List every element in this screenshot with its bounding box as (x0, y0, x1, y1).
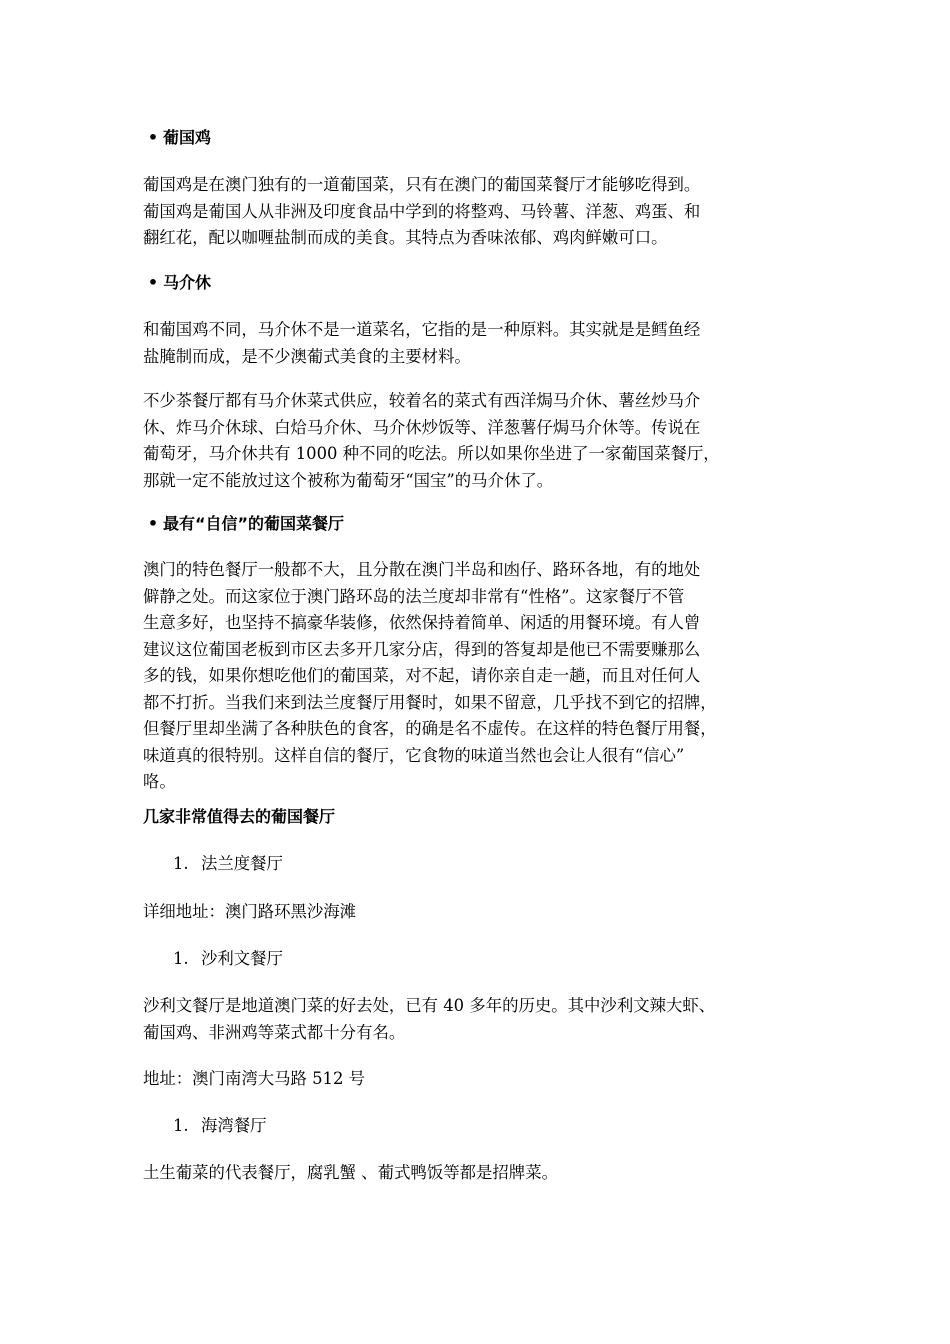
section-heading-portuguese-chicken (143, 125, 211, 151)
list-item-fernando (173, 851, 283, 877)
text-line: 沙利文餐厅是地道澳门菜的好去处，已有 40 多年的历史。其中沙利文辣大虾、 (143, 996, 716, 1015)
text-line: 葡国鸡是葡国人从非洲及印度食品中学到的将整鸡、马铃薯、洋葱、鸡蛋、和 (143, 201, 701, 221)
list-label: 法兰度餐厅 (201, 854, 283, 873)
paragraph-fernando-address (143, 899, 808, 926)
section-heading-recommended (143, 804, 335, 830)
paragraph-solmar-address (143, 1066, 808, 1093)
list-number: 1. (173, 949, 189, 968)
text-line: 葡国鸡是在澳门独有的一道葡国菜，只有在澳门的葡国菜餐厅才能够吃得到。 (143, 175, 701, 194)
text-line: 僻静之处。而这家位于澳门路环岛的法兰度却非常有“性格”。这家餐厅不管 (143, 586, 685, 606)
text-line: 详细地址：澳门路环黑沙海滩 (143, 902, 357, 921)
list-number: 1. (173, 854, 189, 873)
text-line: 多的钱，如果你想吃他们的葡国菜，对不起，请你亲自走一趟，而且对任何人 (143, 666, 701, 685)
bullet-icon: • (147, 128, 159, 147)
list-label: 海湾餐厅 (201, 1116, 267, 1135)
text-line: 土生葡菜的代表餐厅，腐乳蟹 、葡式鸭饭等都是招牌菜。 (143, 1163, 558, 1182)
text-line: 澳门的特色餐厅一般都不大，且分散在澳门半岛和凼仔、路环各地，有的地处 (143, 560, 701, 579)
list-label: 沙利文餐厅 (201, 949, 283, 968)
text-line: 生意多好，也坚持不搞豪华装修，依然保持着简单、闲适的用餐环境。有人曾 (143, 613, 701, 632)
text-line: 休、炸马介休球、白烚马介休、马介休炒饭等、洋葱薯仔焗马介休等。传说在 (143, 417, 701, 437)
paragraph-fernando-restaurant (143, 557, 808, 796)
section-heading-confident-restaurant (143, 511, 344, 537)
text-line: 地址：澳门南湾大马路 512 号 (143, 1069, 366, 1088)
text-line: 味道真的很特别。这样自信的餐厅，它食物的味道当然也会让人很有“信心” (143, 745, 685, 765)
text-line: 葡萄牙，马介休共有 1000 种不同的吃法。所以如果你坐进了一家葡国菜餐厅， (143, 444, 720, 463)
paragraph-portuguese-chicken (143, 172, 808, 252)
text-line: 葡国鸡、非洲鸡等菜式都十分有名。 (143, 1022, 406, 1042)
list-item-bay-restaurant (173, 1113, 267, 1139)
section-heading-bacalhau (143, 270, 211, 296)
paragraph-bacalhau-dishes (143, 388, 808, 494)
bullet-icon: • (147, 273, 159, 292)
text-line: 咯。 (143, 772, 176, 791)
text-line: 盐腌制而成，是不少澳葡式美食的主要材料。 (143, 346, 471, 366)
text-line: 不少茶餐厅都有马介休菜式供应，较着名的菜式有西洋焗马介休、薯丝炒马介 (143, 391, 701, 410)
text-line: 建议这位葡国老板到市区去多开几家分店，得到的答复却是他已不需要赚那么 (143, 639, 701, 659)
text-line: 但餐厅里却坐满了各种肤色的食客，的确是名不虚传。在这样的特色餐厅用餐， (143, 719, 717, 738)
text-line: 和葡国鸡不同，马介休不是一道菜名，它指的是一种原料。其实就是是鳕鱼经 (143, 320, 701, 339)
list-item-solmar (173, 946, 283, 972)
text-line: 那就一定不能放过这个被称为葡萄牙“国宝”的马介休了。 (143, 470, 554, 490)
text-line: 翻红花，配以咖喱盐制而成的美食。其特点为香味浓郁、鸡肉鲜嫩可口。 (143, 228, 668, 247)
paragraph-bay-restaurant (143, 1160, 808, 1187)
paragraph-bacalhau-intro (143, 317, 808, 370)
paragraph-solmar (143, 993, 808, 1046)
bullet-icon: • (147, 514, 159, 533)
list-number: 1. (173, 1116, 189, 1135)
heading-text: 最有“自信”的葡国菜餐厅 (163, 514, 345, 533)
heading-text: 马介休 (163, 273, 212, 292)
text-line: 都不打折。当我们来到法兰度餐厅用餐时，如果不留意，几乎找不到它的招牌， (143, 692, 717, 712)
heading-text: 葡国鸡 (163, 128, 212, 147)
heading-text: 几家非常值得去的葡国餐厅 (143, 807, 336, 826)
